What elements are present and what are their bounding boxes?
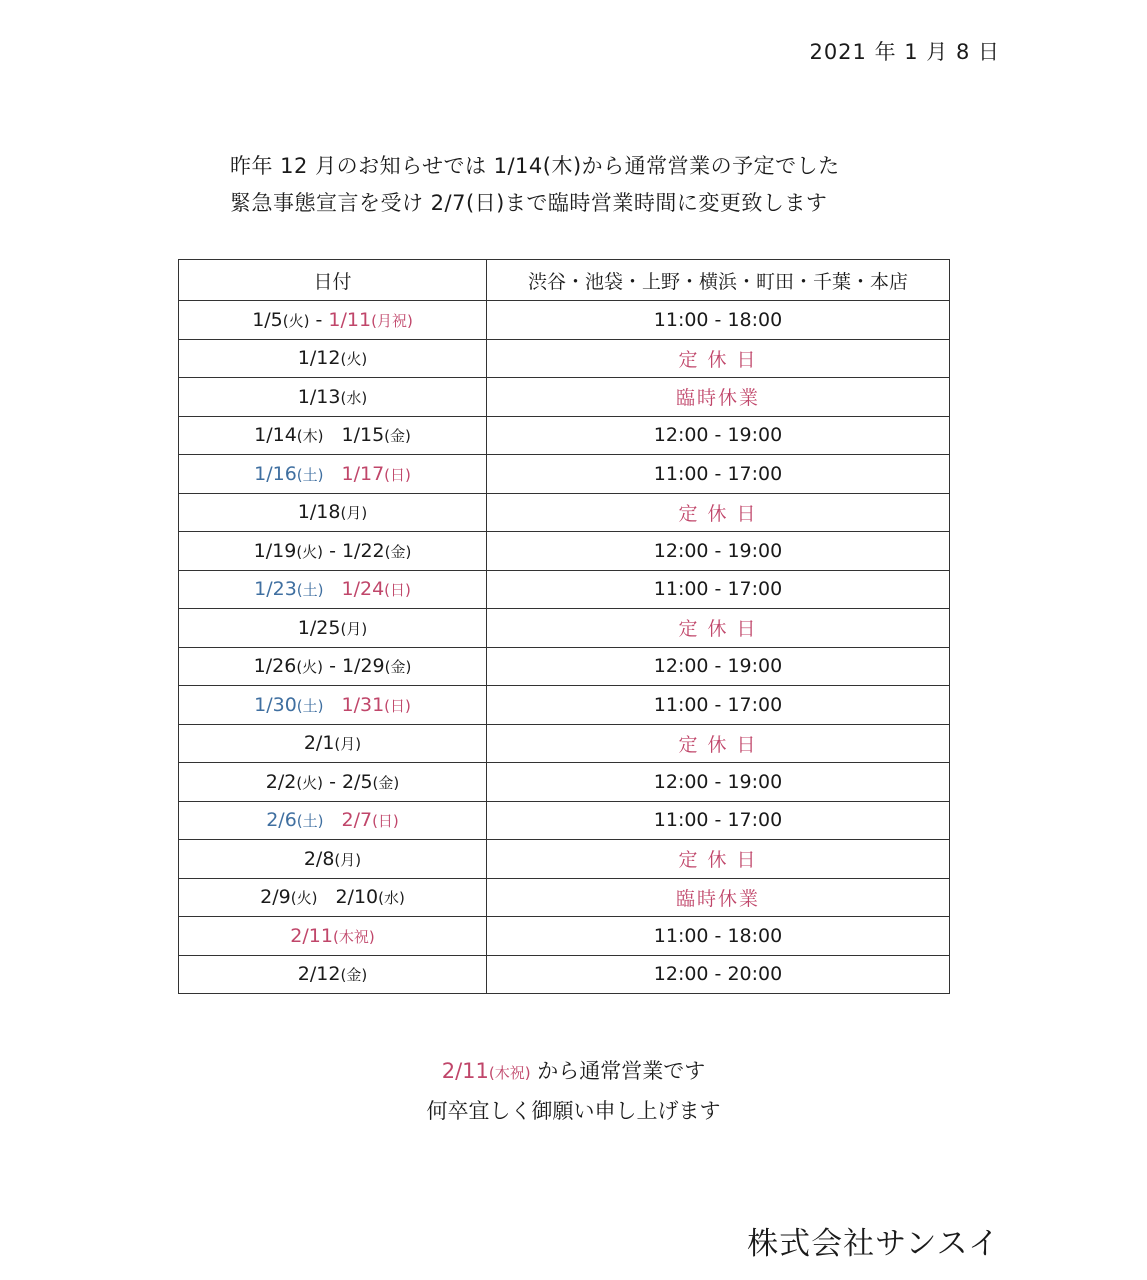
footer-note	[0, 1052, 1147, 1130]
date-label: 2/2	[265, 770, 297, 793]
date-label: 2/6	[266, 809, 297, 832]
date-label: 1/26	[253, 655, 297, 678]
table-row	[179, 570, 950, 609]
weekday-label: (火)	[296, 542, 324, 561]
date-label: -	[323, 770, 342, 793]
hours-cell: 11:00 - 17:00	[487, 570, 950, 609]
date-cell	[179, 532, 487, 571]
weekday-label: (金)	[384, 542, 412, 561]
date-label: 1/25	[297, 616, 341, 639]
date-cell	[179, 917, 487, 956]
date-label: -	[323, 539, 342, 562]
hours-cell: 11:00 - 18:00	[487, 301, 950, 340]
date-cell	[179, 686, 487, 725]
date-cell	[179, 570, 487, 609]
date-label: 1/16	[254, 462, 297, 485]
date-label: 2/12	[297, 963, 341, 986]
weekday-label: (火)	[290, 889, 318, 908]
table-header-row	[179, 260, 950, 301]
table-row	[179, 532, 950, 571]
weekday-label: (月)	[334, 735, 362, 754]
weekday-label: (月)	[340, 504, 368, 523]
date-cell	[179, 878, 487, 917]
header-stores: 渋谷・池袋・上野・横浜・町田・千葉・本店	[487, 260, 950, 301]
date-cell	[179, 416, 487, 455]
closed-cell: 臨時休業	[487, 878, 950, 917]
date-label: 1/17	[341, 462, 385, 485]
date-label: 2/11	[290, 924, 333, 947]
weekday-label: (日)	[384, 581, 411, 600]
weekday-label: (金)	[384, 658, 412, 677]
date-cell	[179, 724, 487, 763]
date-label: 2/9	[260, 886, 291, 909]
table-row	[179, 378, 950, 417]
weekday-label: (日)	[372, 812, 399, 831]
date-label: 1/13	[297, 385, 341, 408]
date-cell	[179, 955, 487, 994]
table-row	[179, 301, 950, 340]
intro-line-1: 昨年 12 月のお知らせでは 1/14(木)から通常営業の予定でした	[230, 154, 840, 178]
hours-cell: 11:00 - 17:00	[487, 455, 950, 494]
date-cell	[179, 378, 487, 417]
closed-cell: 定 休 日	[487, 493, 950, 532]
closed-cell: 定 休 日	[487, 339, 950, 378]
date-label: -	[309, 308, 329, 331]
table-row	[179, 493, 950, 532]
weekday-label: (水)	[340, 388, 368, 407]
date-cell	[179, 455, 487, 494]
date-label: 1/12	[297, 347, 341, 370]
schedule-table	[178, 259, 950, 994]
date-label: 1/30	[254, 693, 297, 716]
weekday-label: (土)	[296, 812, 324, 831]
hours-cell: 12:00 - 19:00	[487, 647, 950, 686]
date-label: 2/7	[341, 809, 373, 832]
intro-line-2: 緊急事態宣言を受け 2/7(日)まで臨時営業時間に変更致します	[230, 191, 828, 215]
date-label: 1/22	[341, 539, 385, 562]
date-cell	[179, 840, 487, 879]
date-label: 1/24	[341, 578, 385, 601]
date-label: 1/14	[254, 424, 297, 447]
weekday-label: (金)	[384, 427, 411, 446]
date-cell	[179, 301, 487, 340]
weekday-label: (土)	[296, 581, 324, 600]
weekday-label: (土)	[296, 465, 324, 484]
hours-cell: 12:00 - 19:00	[487, 763, 950, 802]
table-row	[179, 801, 950, 840]
hours-cell: 12:00 - 19:00	[487, 532, 950, 571]
hours-cell: 11:00 - 18:00	[487, 917, 950, 956]
footer-line-1-text: から通常営業です	[530, 1059, 706, 1083]
header-date: 日付	[179, 260, 487, 301]
table-row	[179, 878, 950, 917]
table-row	[179, 955, 950, 994]
table-row	[179, 840, 950, 879]
date-label: 2/8	[303, 847, 335, 870]
date-label: 1/31	[341, 693, 385, 716]
date-label: -	[323, 655, 342, 678]
document-date: 2021 年 1 月 8 日	[809, 40, 1000, 64]
weekday-label: (火)	[282, 311, 310, 330]
table-row	[179, 455, 950, 494]
closed-cell: 定 休 日	[487, 724, 950, 763]
weekday-label: (金)	[340, 966, 368, 985]
footer-line-1	[0, 1052, 1147, 1092]
date-label: 1/15	[341, 424, 385, 447]
weekday-label: (日)	[384, 696, 411, 715]
date-label: 1/29	[341, 655, 385, 678]
hours-cell: 11:00 - 17:00	[487, 801, 950, 840]
table-row	[179, 686, 950, 725]
date-label: 1/23	[254, 578, 297, 601]
table-row	[179, 609, 950, 648]
footer-line-2: 何卒宜しく御願い申し上げます	[426, 1099, 721, 1123]
weekday-label: (日)	[384, 465, 411, 484]
footer-date: 2/11	[441, 1059, 489, 1083]
weekday-label: (火)	[296, 773, 324, 792]
closed-cell: 定 休 日	[487, 609, 950, 648]
weekday-label: (木)	[296, 427, 324, 446]
hours-cell: 12:00 - 20:00	[487, 955, 950, 994]
date-cell	[179, 609, 487, 648]
date-cell	[179, 763, 487, 802]
closed-cell: 臨時休業	[487, 378, 950, 417]
company-name: 株式会社サンスイ	[747, 1226, 1000, 1262]
date-label: 1/11	[328, 308, 372, 331]
date-label: 2/5	[341, 770, 373, 793]
schedule-rows	[179, 301, 950, 994]
weekday-label: (月祝)	[371, 311, 413, 330]
weekday-label: (月)	[334, 850, 362, 869]
date-label: 1/18	[297, 501, 341, 524]
table-row	[179, 416, 950, 455]
weekday-label: (水)	[378, 889, 405, 908]
date-label: 1/5	[252, 308, 283, 331]
hours-cell: 12:00 - 19:00	[487, 416, 950, 455]
weekday-label: (土)	[296, 696, 324, 715]
weekday-label: (火)	[296, 658, 324, 677]
weekday-label: (金)	[372, 773, 400, 792]
closed-cell: 定 休 日	[487, 840, 950, 879]
table-row	[179, 724, 950, 763]
footer-weekday: (木祝)	[488, 1064, 531, 1082]
date-label: 2/1	[303, 732, 335, 755]
table-row	[179, 339, 950, 378]
table-row	[179, 763, 950, 802]
weekday-label: (木祝)	[332, 927, 375, 946]
hours-cell: 11:00 - 17:00	[487, 686, 950, 725]
date-label: 1/19	[253, 539, 297, 562]
date-cell	[179, 493, 487, 532]
weekday-label: (火)	[340, 350, 368, 369]
date-cell	[179, 339, 487, 378]
table-row	[179, 917, 950, 956]
table-row	[179, 647, 950, 686]
weekday-label: (月)	[340, 619, 368, 638]
intro-text	[230, 148, 840, 222]
date-cell	[179, 647, 487, 686]
date-label: 2/10	[335, 886, 379, 909]
date-cell	[179, 801, 487, 840]
